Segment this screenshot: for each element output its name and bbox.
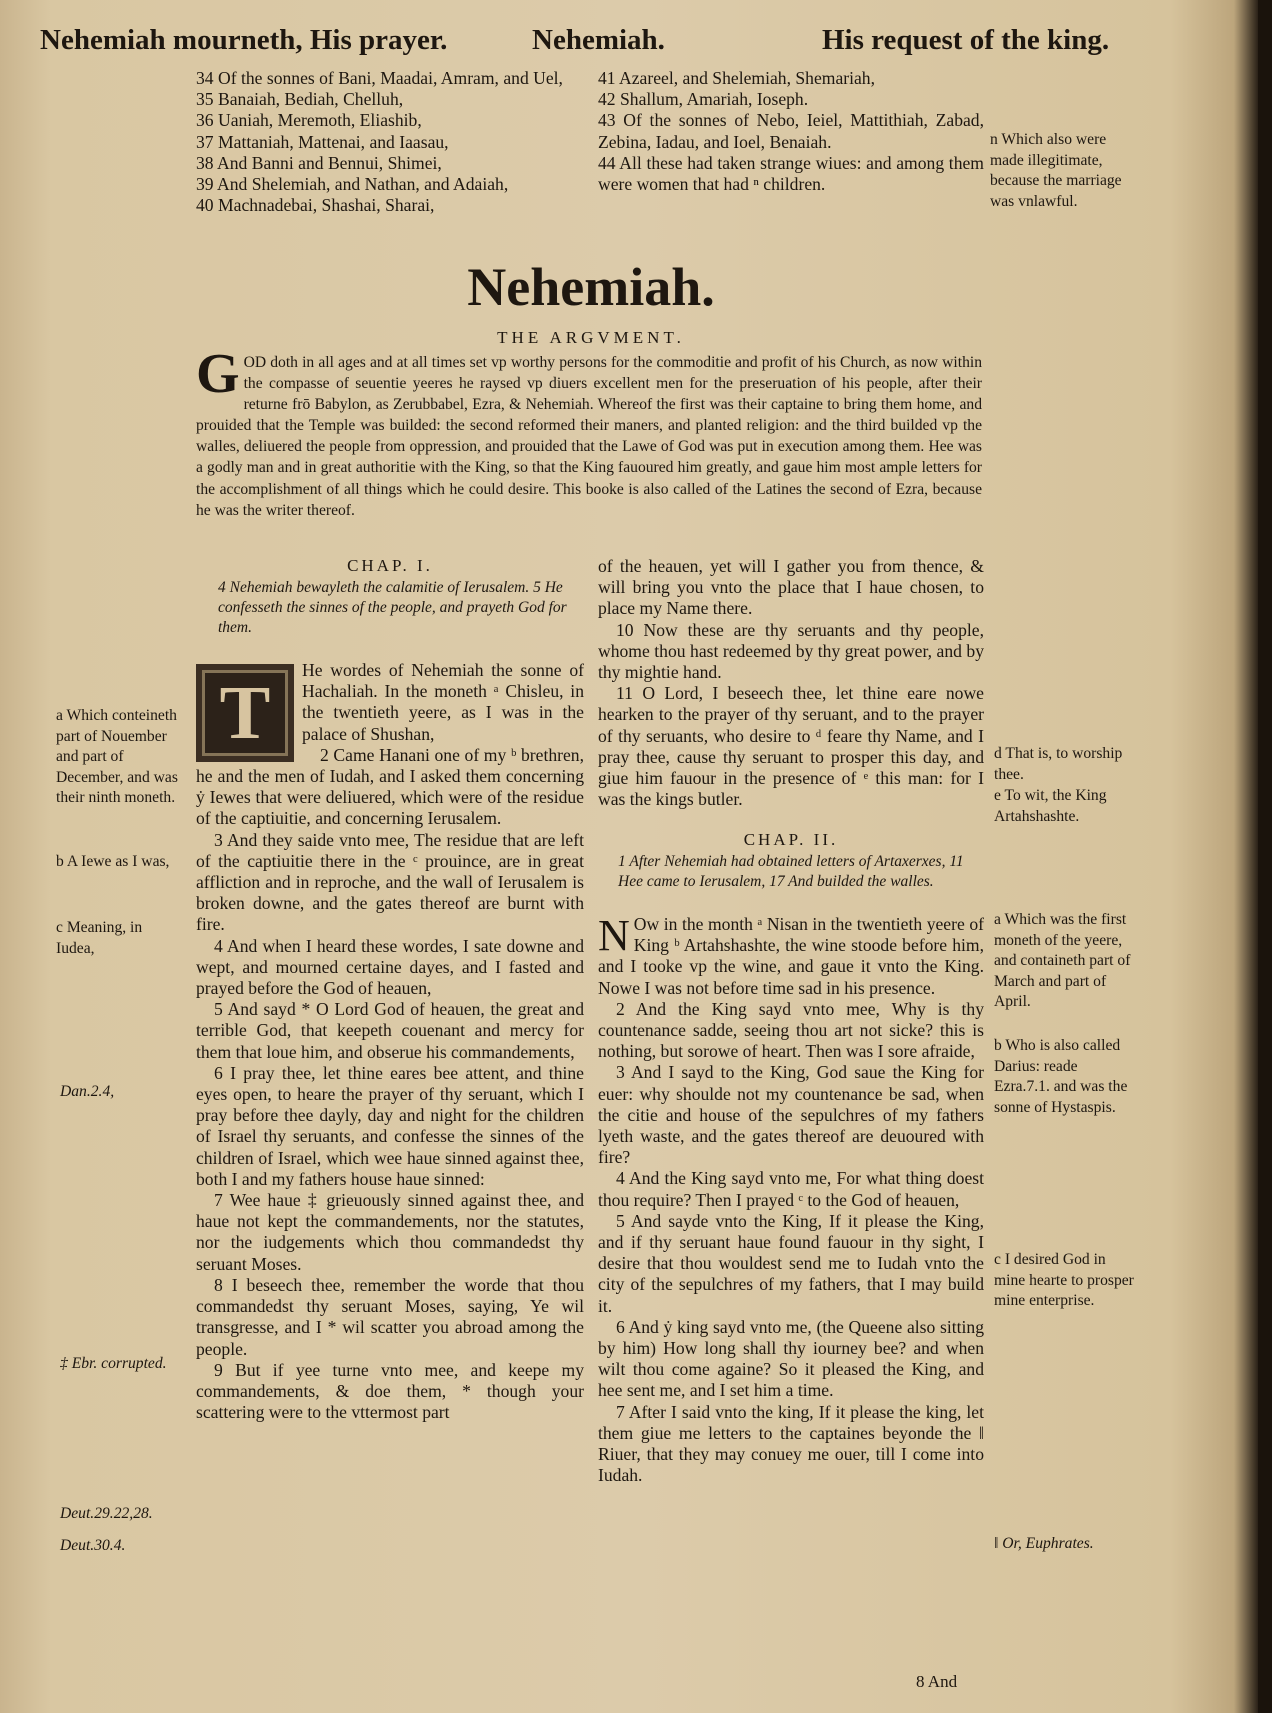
margin-note-left: Deut.30.4.	[60, 1537, 126, 1554]
page-edge-shadow	[1258, 0, 1272, 1713]
ezra-verse: 36 Uaniah, Meremoth, Eliashib,	[196, 110, 422, 131]
argument-text: OD doth in all ages and at all times set vp worthy persons for the commoditie and profit of his Church, as now within the compasse of seuentie yeeres he raysed vp diuers excellent men for the preseruation of his people, after their returne frō Babylon, as Zerubbabel, Ezra, & Nehemiah. Whereof the first was their captaine to bring them home, and prouided that the Temple was builded: the second reformed their maners, and planted religion: and the third builded vp the walles, deliuered the people from oppression, and prouided that the Lawe of God was put in execution among them. Hee was a godly man and in great authoritie with the King, so that the King fauoured him greatly, and gaue him most ample letters for the accomplishment of all things which he could desire. This booke is also called of the Latines the second of Ezra, because he was the writer thereof.	[196, 354, 982, 519]
running-head-center: Nehemiah.	[532, 24, 665, 56]
margin-note-left: a Which conteineth part of Nouember and part of December, and was their ninth moneth.	[56, 707, 178, 807]
verse: 5 And sayd * O Lord God of heauen, the great and terrible God, that keepeth couenant and mercy for them that loue him, and obserue his commandements,	[196, 999, 584, 1062]
margin-note-right: b Who is also called Darius: reade Ezra.7.1. and was the sonne of Hystaspis.	[994, 1037, 1128, 1116]
verse: 11 O Lord, I beseech thee, let thine eare nowe hearken to the prayer of thy seruant, and to the prayer of thy seruants, who desire to ᵈ feare thy Name, and I pray thee, cause thy seruant to prosper this day, and giue him fauour in the presence of ᵉ this man: for I was the kings butler.	[598, 683, 984, 810]
margin-note-left: b A Iewe as I was,	[56, 853, 170, 870]
chap2-heading: CHAP. II.	[743, 830, 839, 849]
verse: 3 And I sayd to the King, God saue the King for euer: why shoulde not my countenance be sad, when the citie and house of the sepulchres of my fathers lyeth waste, and the gates thereof are deuoured with fire?	[598, 1062, 984, 1168]
verse: of the heauen, yet will I gather you from thence, & will bring you vnto the place that I haue chosen, to place my Name there.	[598, 556, 984, 619]
ezra-right-column	[598, 68, 984, 195]
argument-heading: THE ARGVMENT.	[497, 328, 685, 347]
argument-initial: G	[196, 343, 240, 405]
verse: 3 And they saide vnto mee, The residue that are left of the captiuitie there in the ᶜ prouince, are in great affliction and in reproche, and the wall of Ierusalem is broken downe, and the gates thereof are burnt with fire.	[196, 829, 584, 935]
margin-note-right: e To wit, the King Artahshashte.	[994, 787, 1107, 825]
argument-text-block	[196, 343, 982, 521]
chap2-summary: 1 After Nehemiah had obtained letters of Artaxerxes, 11 Hee came to Ierusalem, 17 And builded the walles.	[618, 853, 964, 890]
chapter-initial-n: N	[598, 911, 630, 960]
chap1-summary: 4 Nehemiah bewayleth the calamitie of Ierusalem. 5 He confesseth the sinnes of the people, and prayeth God for them.	[218, 579, 567, 636]
ezra-verse: 44 All these had taken strange wiues: and among them were women that had ⁿ children.	[598, 152, 984, 195]
verse: 6 I pray thee, let thine eares bee attent, and thine eyes open, to heare the prayer of thy seruant, which I pray before thee dayly, day and night for the children of Israel thy seruants, and confesse the sinnes of the children of Israel, which wee haue sinned against thee, both I and my fathers house haue sinned:	[196, 1062, 584, 1189]
ezra-verse: 40 Machnadebai, Shashai, Sharai,	[196, 195, 435, 216]
verse: Ow in the month ᵃ Nisan in the twentieth yeere of King ᵇ Artahshashte, the wine stoode before him, and I tooke vp the wine, and gaue it vnto the King. Nowe I was not before time sad in his presence.	[598, 914, 984, 998]
ezra-verse: 43 Of the sonnes of Nebo, Ieiel, Mattithiah, Zabad, Zebina, Iadau, and Ioel, Benaiah.	[598, 110, 984, 152]
chap1-heading: CHAP. I.	[347, 556, 433, 575]
ezra-verse: 34 Of the sonnes of Bani, Maadai, Amram, and Uel,	[196, 68, 563, 88]
verse: 6 And ẏ king sayd vnto me, (the Queene also sitting by him) How long shall thy iourney bee? and when wilt thou come againe? So it pleased the King, and hee sent me, and I set him a time.	[598, 1316, 984, 1401]
chap1-right-column	[598, 556, 984, 810]
ezra-verse: 39 And Shelemiah, and Nathan, and Adaiah,	[196, 174, 509, 195]
margin-note-left: ‡ Ebr. corrupted.	[60, 1355, 167, 1372]
margin-note-left: Deut.29.22,28.	[60, 1505, 153, 1522]
ezra-margin-note: n Which also were made illegitimate, because the marriage was vnlawful.	[990, 131, 1122, 210]
verse: 9 But if yee turne vnto mee, and keepe my commandements, & doe them, * though your scattering were to the vttermost part	[196, 1359, 584, 1423]
margin-note-right: c I desired God in mine hearte to prosper mine enterprise.	[994, 1251, 1134, 1310]
verse: 5 And sayde vnto the King, If it please the King, and if thy seruant haue found fauour in thy sight, I desire that thou wouldest send me to Iudah vnto the city of the sepulchres of my fathers, that I may build it.	[598, 1210, 984, 1316]
verse: 4 And the King sayd vnto me, For what thing doest thou require? Then I prayed ᶜ to the God of heauen,	[598, 1168, 984, 1210]
running-head-left: Nehemiah mourneth, His prayer.	[40, 24, 448, 56]
book-title: Nehemiah.	[467, 257, 715, 317]
verse: 10 Now these are thy seruants and thy people, whome thou hast redeemed by thy great power, and by thy mightie hand.	[598, 619, 984, 683]
margin-note-left: Dan.2.4,	[60, 1083, 115, 1100]
ezra-verse: 41 Azareel, and Shelemiah, Shemariah,	[598, 68, 876, 88]
margin-note-right: ‖ Or, Euphrates.	[994, 1535, 1094, 1552]
catchword: 8 And	[916, 1672, 958, 1691]
verse: 8 I beseech thee, remember the worde that thou commandedst thy seruant Moses, saying, Ye wil transgresse, and I * wil scatter you abroad among the people.	[196, 1274, 584, 1359]
ezra-verse: 38 And Banni and Bennui, Shimei,	[196, 152, 442, 173]
margin-note-right: a Which was the first moneth of the yeere, and containeth part of March and part of April.	[994, 911, 1131, 1011]
verse: 4 And when I heard these wordes, I sate downe and wept, and mourned certaine dayes, and I fasted and prayed before the God of heauen,	[196, 935, 584, 999]
ornamental-initial-t: T	[196, 664, 294, 762]
ezra-verse: 35 Banaiah, Bediah, Chelluh,	[196, 89, 404, 110]
verse: 2 Came Hanani one of my ᵇ brethren, he and the men of Iudah, and I asked them concerning ẏ Iewes that were deliuered, which were of the residue of the captiuitie, and concerning Ierusalem.	[196, 744, 584, 829]
margin-note-left: c Meaning, in Iudea,	[56, 919, 143, 957]
verse: He wordes of Nehemiah the sonne of Hachaliah. In the moneth ᵃ Chisleu, in the twentieth yeere, as I was in the palace of Shushan,	[302, 660, 584, 744]
margin-note-right: d That is, to worship thee.	[994, 745, 1123, 783]
ezra-verse: 42 Shallum, Amariah, Ioseph.	[598, 89, 809, 110]
ezra-left-column	[196, 68, 584, 216]
verse: 7 After I said vnto the king, If it please the king, let them giue me letters to the captaines beyonde the ‖ Riuer, that they may conuey me ouer, till I come into Iudah.	[598, 1401, 984, 1486]
running-head-right: His request of the king.	[822, 24, 1110, 56]
verse: 2 And the King sayd vnto mee, Why is thy countenance sadde, seeing thou art not sicke? this is nothing, but sorowe of heart. Then was I sore afraide,	[598, 998, 984, 1062]
verse: 7 Wee haue ‡ grieuously sinned against thee, and haue not kept the commandements, nor the statutes, nor the iudgements which thou commandedst thy seruant Moses.	[196, 1190, 584, 1274]
chap2-column	[598, 911, 984, 1486]
chap1-left-column	[196, 660, 584, 1423]
ezra-verse: 37 Mattaniah, Mattenai, and Iaasau,	[196, 131, 449, 152]
